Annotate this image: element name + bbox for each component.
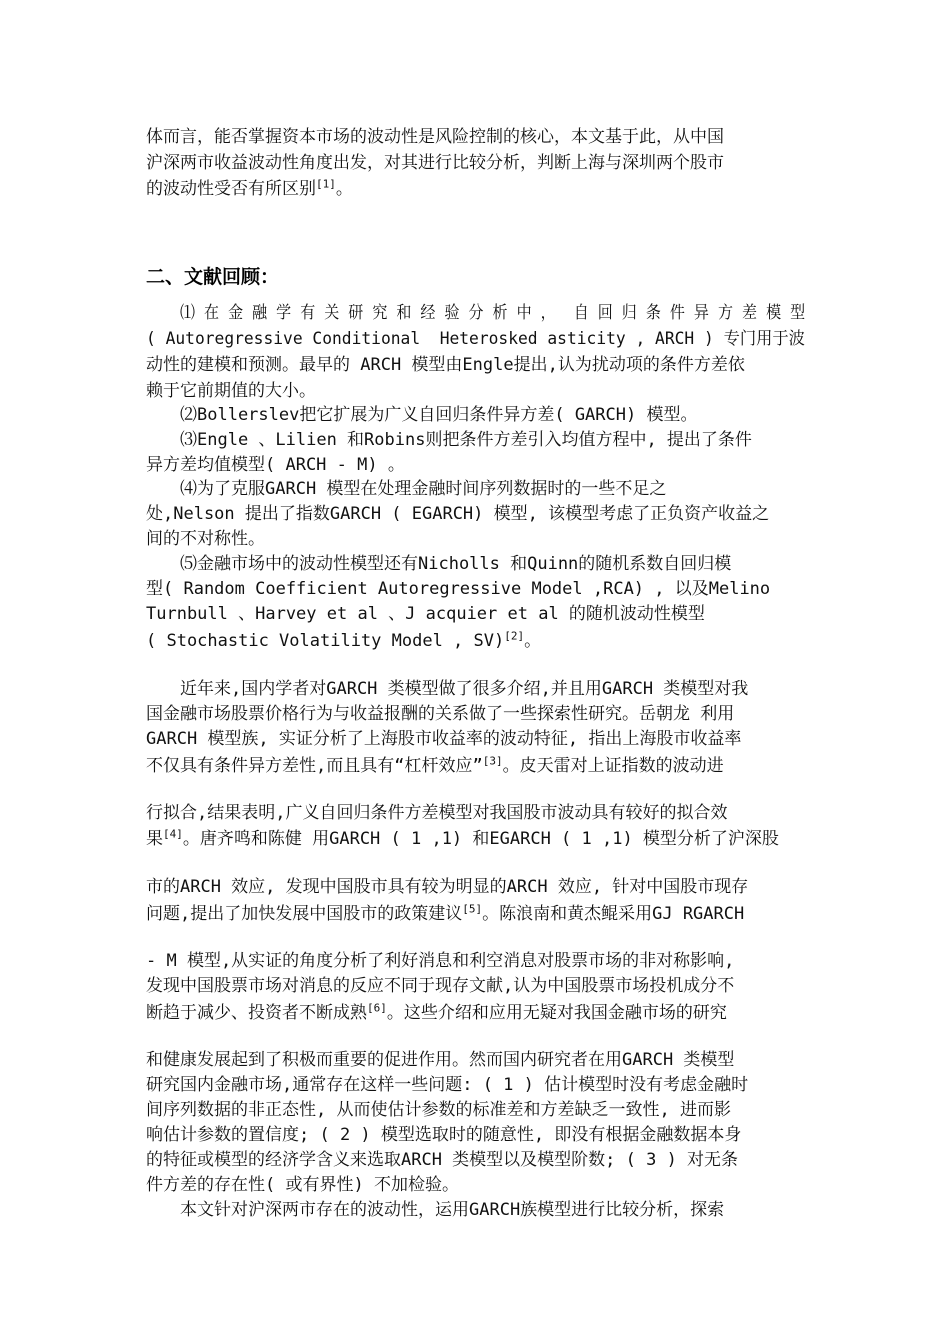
review-line: 异方差均值模型( ARCH - M) 。: [146, 455, 405, 475]
intro-line: 沪深两市收益波动性角度出发，对其进行比较分析，判断上海与深圳两个股市: [146, 153, 724, 173]
body-line: 发现中国股票市场对消息的反应不同于现存文献,认为中国股票市场投机成分不: [146, 976, 735, 996]
body-line: [146, 828, 779, 850]
review-line: 间的不对称性。: [146, 529, 265, 549]
text: 断趋于减少、投资者不断成熟: [146, 1003, 367, 1023]
section-heading: 二、文献回顾：: [146, 266, 280, 288]
review-line: ⑴ 在 金 融 学 有 关 研 究 和 经 验 分 析 中 ， 自 回 归 条 件 异 方 差 模 型: [180, 303, 806, 323]
review-line: [146, 630, 541, 652]
intro-line: 体而言，能否掌握资本市场的波动性是风险控制的核心，本文基于此，从中国: [146, 127, 724, 147]
text: 。: [335, 179, 353, 199]
body-line: 近年来,国内学者对GARCH 类模型做了很多介绍,并且用GARCH 类模型对我: [180, 679, 749, 699]
citation-ref: [1]: [316, 177, 336, 191]
text: 。陈浪南和黄杰鲲采用GJ RGARCH: [482, 904, 745, 924]
text: 果: [146, 829, 163, 849]
review-line: ⑷为了克服GARCH 模型在处理金融时间序列数据时的一些不足之: [180, 479, 667, 499]
citation-ref: [4]: [163, 827, 183, 841]
body-line: [146, 755, 724, 777]
body-line: 本文针对沪深两市存在的波动性，运用GARCH族模型进行比较分析，探索: [180, 1200, 725, 1220]
citation-ref: [6]: [367, 1001, 387, 1015]
body-line: [146, 1002, 727, 1024]
body-line: 响估计参数的置信度; ( 2 ) 模型选取时的随意性, 即没有根据金融数据本身: [146, 1125, 742, 1145]
body-line: [146, 903, 744, 925]
text: 不仅具有条件异方差性,而且具有“杠杆效应”: [146, 756, 483, 776]
review-line: 处,Nelson 提出了指数GARCH ( EGARCH) 模型, 该模型考虑了正负资产收益之: [146, 504, 770, 524]
review-line: ( Autoregressive Conditional Heterosked asticity , ARCH ) 专门用于波: [146, 329, 805, 349]
review-line: ⑶Engle 、Lilien 和Robins则把条件方差引入均值方程中, 提出了条件: [180, 430, 752, 450]
text: 的波动性受否有所区别: [146, 179, 316, 199]
review-line: 动性的建模和预测。最早的 ARCH 模型由Engle提出,认为扰动项的条件方差依: [146, 355, 745, 375]
citation-ref: [5]: [462, 902, 483, 916]
body-line: - M 模型,从实证的角度分析了利好消息和利空消息对股票市场的非对称影响,: [146, 951, 735, 971]
citation-ref: [3]: [482, 754, 503, 768]
body-line: 行拟合,结果表明,广义自回归条件方差模型对我国股市波动具有较好的拟合效: [146, 803, 728, 823]
body-line: GARCH 模型族, 实证分析了上海股市收益率的波动特征, 指出上海股市收益率: [146, 729, 742, 749]
review-line: Turnbull 、Harvey et al 、J acquier et al 的随机波动性模型: [146, 604, 705, 624]
body-line: 和健康发展起到了积极而重要的促进作用。然而国内研究者在用GARCH 类模型: [146, 1050, 735, 1070]
body-line: 市的ARCH 效应, 发现中国股市具有较为明显的ARCH 效应, 针对中国股市现存: [146, 877, 749, 897]
citation-ref: [2]: [504, 629, 525, 643]
text: 。这些介绍和应用无疑对我国金融市场的研究: [386, 1003, 727, 1023]
body-line: 间序列数据的非正态性, 从而使估计参数的标准差和方差缺乏一致性, 进而影: [146, 1100, 731, 1120]
body-line: 研究国内金融市场,通常存在这样一些问题: ( 1 ) 估计模型时没有考虑金融时: [146, 1075, 749, 1095]
text: 。皮天雷对上证指数的波动进: [502, 756, 724, 776]
body-line: 件方差的存在性( 或有界性) 不加检验。: [146, 1175, 459, 1195]
intro-line: [146, 178, 353, 200]
body-line: 的特征或模型的经济学含义来选取ARCH 类模型以及模型阶数; ( 3 ) 对无条: [146, 1150, 739, 1170]
body-line: 国金融市场股票价格行为与收益报酬的关系做了一些探索性研究。岳朝龙 利用: [146, 704, 735, 724]
review-line: 赖于它前期值的大小。: [146, 381, 316, 401]
text: 。: [524, 631, 542, 651]
review-line: 型( Random Coefficient Autoregressive Model ,RCA) , 以及Melino: [146, 579, 771, 599]
text: 问题,提出了加快发展中国股市的政策建议: [146, 904, 463, 924]
review-line: ⑵Bollerslev把它扩展为广义自回归条件异方差( GARCH) 模型。: [180, 405, 698, 425]
review-line: ⑸金融市场中的波动性模型还有Nicholls 和Quinn的随机系数自回归模: [180, 554, 732, 574]
text: ( Stochastic Volatility Model , SV): [146, 631, 505, 651]
text: 。唐齐鸣和陈健 用GARCH ( 1 ,1) 和EGARCH ( 1 ,1) 模型分析了沪深股: [182, 829, 779, 849]
